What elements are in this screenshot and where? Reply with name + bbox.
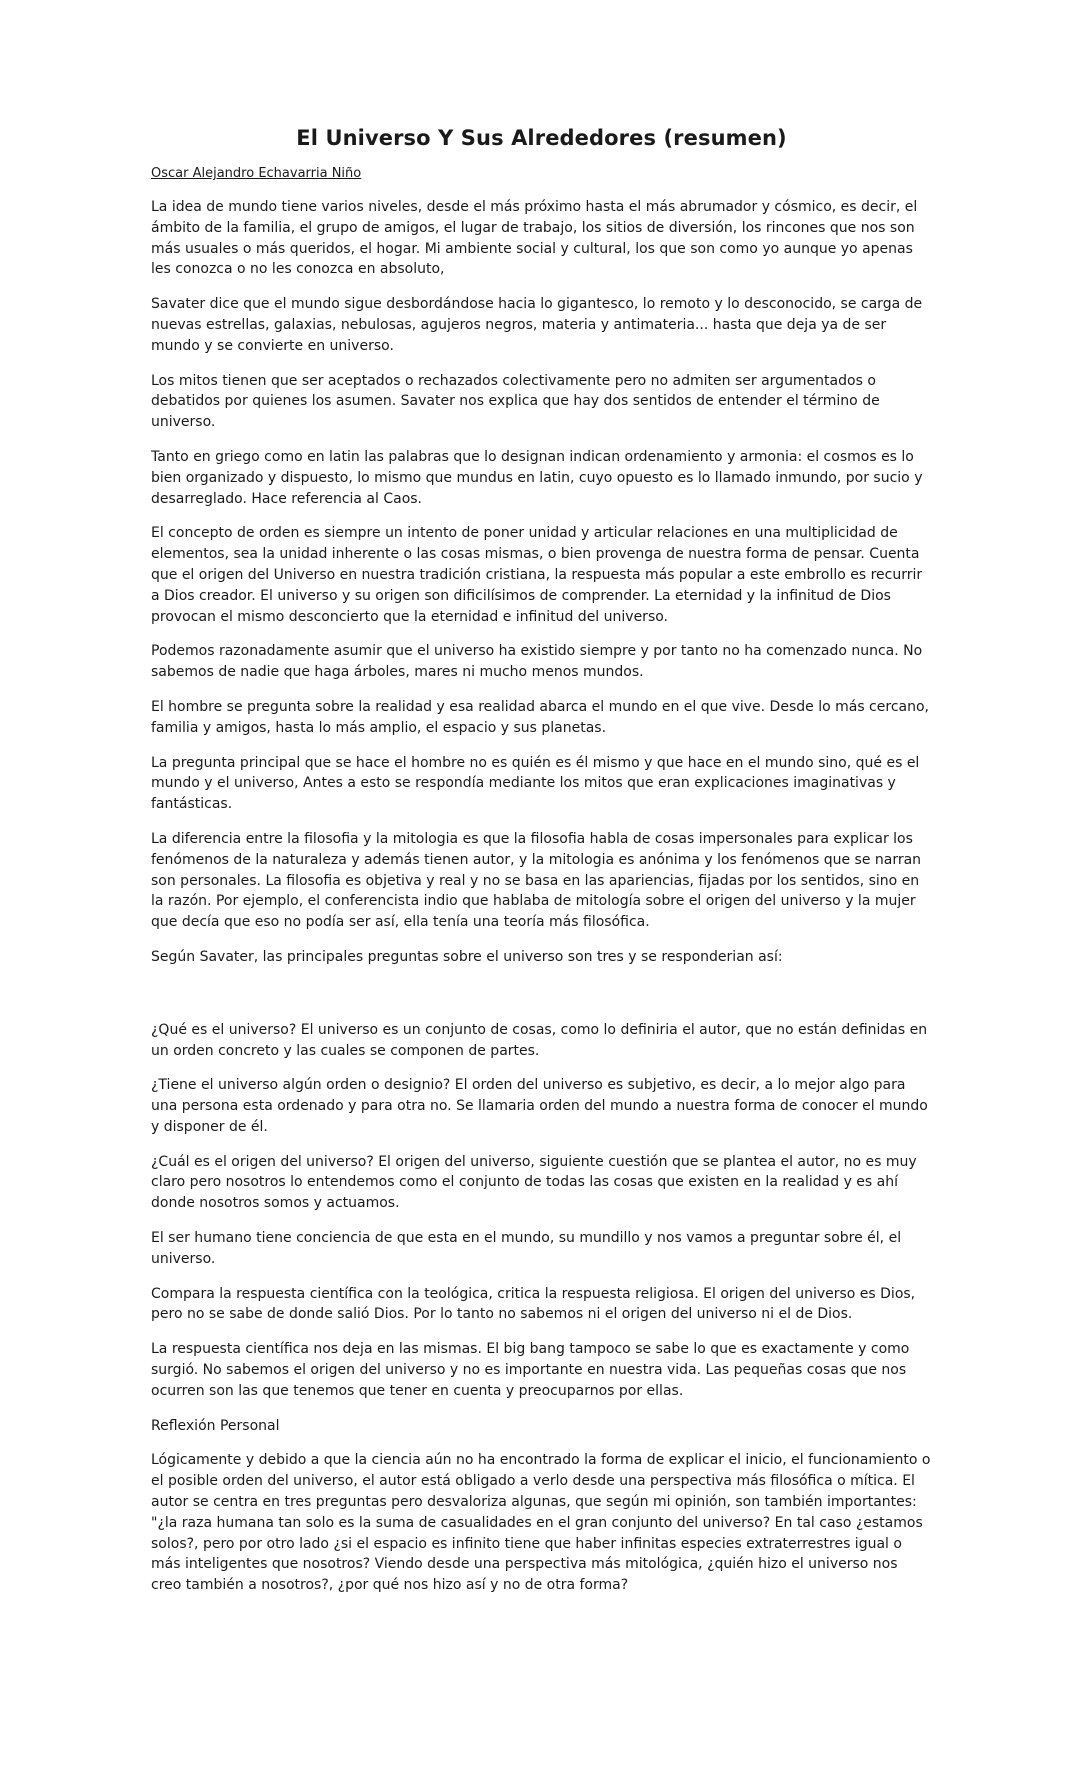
- question-paragraph: El ser humano tiene conciencia de que esta en el mundo, su mundillo y nos vamos a preguntar sobre él, el universo.: [151, 1230, 902, 1267]
- question-paragraph: Compara la respuesta científica con la teológica, critica la respuesta religiosa. El origen del universo es Dios, pero no se sabe de donde salió Dios. Por lo tanto no sabemos ni el origen del universo ni el de Dios.: [151, 1285, 916, 1323]
- paragraph: Podemos razonadamente asumir que el universo ha existido siempre y por tanto no ha comenzado nunca. No sabemos de nadie que haga árboles, mares ni mucho menos mundos.: [151, 643, 923, 681]
- paragraph: El concepto de orden es siempre un intento de poner unidad y articular relaciones en una multiplicidad de elementos, sea la unidad inherente o las cosas mismas, o bien provenga de nuestra forma de pensar. Cuenta que el origen del Universo en nuestra tradición cristiana, la respuesta más popular a este embrollo es recurrir a Dios creador. El universo y su origen son dificilísimos de comprender. La eternidad y la infinitud de Dios provocan el mismo desconcierto que la eternidad e infinitud del universo.: [151, 525, 923, 625]
- paragraph: Los mitos tienen que ser aceptados o rechazados colectivamente pero no admiten ser argumentados o debatidos por quienes los asumen. Savater nos explica que hay dos sentidos de entender el término de universo.: [151, 372, 880, 431]
- document-title: El Universo Y Sus Alrededores (resumen): [296, 126, 787, 150]
- paragraph: La pregunta principal que se hace el hombre no es quién es él mismo y que hace en el mundo sino, qué es el mundo y el universo, Antes a esto se respondía mediante los mitos que eran explicaciones imaginativas y fantásticas.: [151, 754, 920, 813]
- paragraph: Savater dice que el mundo sigue desbordándose hacia lo gigantesco, lo remoto y lo desconocido, se carga de nuevas estrellas, galaxias, nebulosas, agujeros negros, materia y antimateria... hasta que deja ya de ser mundo y se convierte en universo.: [151, 296, 923, 354]
- paragraph: La diferencia entre la filosofia y la mitologia es que la filosofia habla de cosas impersonales para explicar los fenómenos de la naturaleza y además tienen autor, y la mitologia es anónima y los fenómenos que se narran son personales. La filosofia es objetiva y real y no se basa en las apariencias, fijadas por los sentidos, sino en la razón. Por ejemplo, el conferencista indio que hablaba de mitología sobre el origen del universo y la mujer que decía que eso no podía ser así, ella tenía una teoría más filosófica.: [151, 830, 922, 931]
- paragraph: Según Savater, las principales preguntas sobre el universo son tres y se responderian así:: [151, 948, 783, 965]
- question-paragraph: ¿Tiene el universo algún orden o designio? El orden del universo es subjetivo, es decir, a lo mejor algo para una persona esta ordenado y para otra no. Se llamaria orden del mundo a nuestra forma de conocer el mundo y disponer de él.: [151, 1077, 928, 1135]
- reflection-paragraph: Lógicamente y debido a que la ciencia aún no ha encontrado la forma de explicar el inicio, el funcionamiento o el posible orden del universo, el autor está obligado a verlo desde una perspectiva más filosófica o mítica. El autor se centra en tres preguntas pero desvaloriza algunas, que según mi opinión, son también importantes: "¿la raza humana tan solo es la suma de casualidades en el gran conjunto del universo? En tal caso ¿estamos solos?, pero por otro lado ¿si el espacio es infinito tiene que haber infinitas especies extraterrestres igual o más inteligentes que nosotros? Viendo desde una perspectiva más mitológica, ¿quién hizo el universo nos creo también a nosotros?, ¿por qué nos hizo así y no de otra forma?: [151, 1452, 931, 1594]
- paragraph: Tanto en griego como en latin las palabras que lo designan indican ordenamiento y armonia: el cosmos es lo bien organizado y dispuesto, lo mismo que mundus en latin, cuyo opuesto es lo llamado inmundo, por sucio y desarreglado. Hace referencia al Caos.: [151, 448, 923, 507]
- paragraph: La idea de mundo tiene varios niveles, desde el más próximo hasta el más abrumador y cósmico, es decir, el ámbito de la familia, el grupo de amigos, el lugar de trabajo, los sitios de diversión, los rincones que nos son más usuales o más queridos, el hogar. Mi ambiente social y cultural, los que son como yo aunque yo apenas les conozca o no les conozca en absoluto,: [151, 199, 918, 278]
- question-paragraph: La respuesta científica nos deja en las mismas. El big bang tampoco se sabe lo que es exactamente y como surgió. No sabemos el origen del universo y no es importante en nuestra vida. Las pequeñas cosas que nos ocurren son las que tenemos que tener en cuenta y preocuparnos por ellas.: [151, 1341, 910, 1399]
- reflection-heading: Reflexión Personal: [151, 1417, 280, 1434]
- author-name: Oscar Alejandro Echavarria Niño: [151, 166, 362, 181]
- question-paragraph: ¿Cuál es el origen del universo? El origen del universo, siguiente cuestión que se plantea el autor, no es muy claro pero nosotros lo entendemos como el conjunto de todas las cosas que existen en la realidad y es ahí donde nosotros somos y actuamos.: [151, 1153, 917, 1212]
- paragraph: El hombre se pregunta sobre la realidad y esa realidad abarca el mundo en el que vive. Desde lo más cercano, familia y amigos, hasta lo más amplio, el espacio y sus planetas.: [151, 698, 929, 736]
- question-paragraph: ¿Qué es el universo? El universo es un conjunto de cosas, como lo definiria el autor, que no están definidas en un orden concreto y las cuales se componen de partes.: [151, 1021, 928, 1059]
